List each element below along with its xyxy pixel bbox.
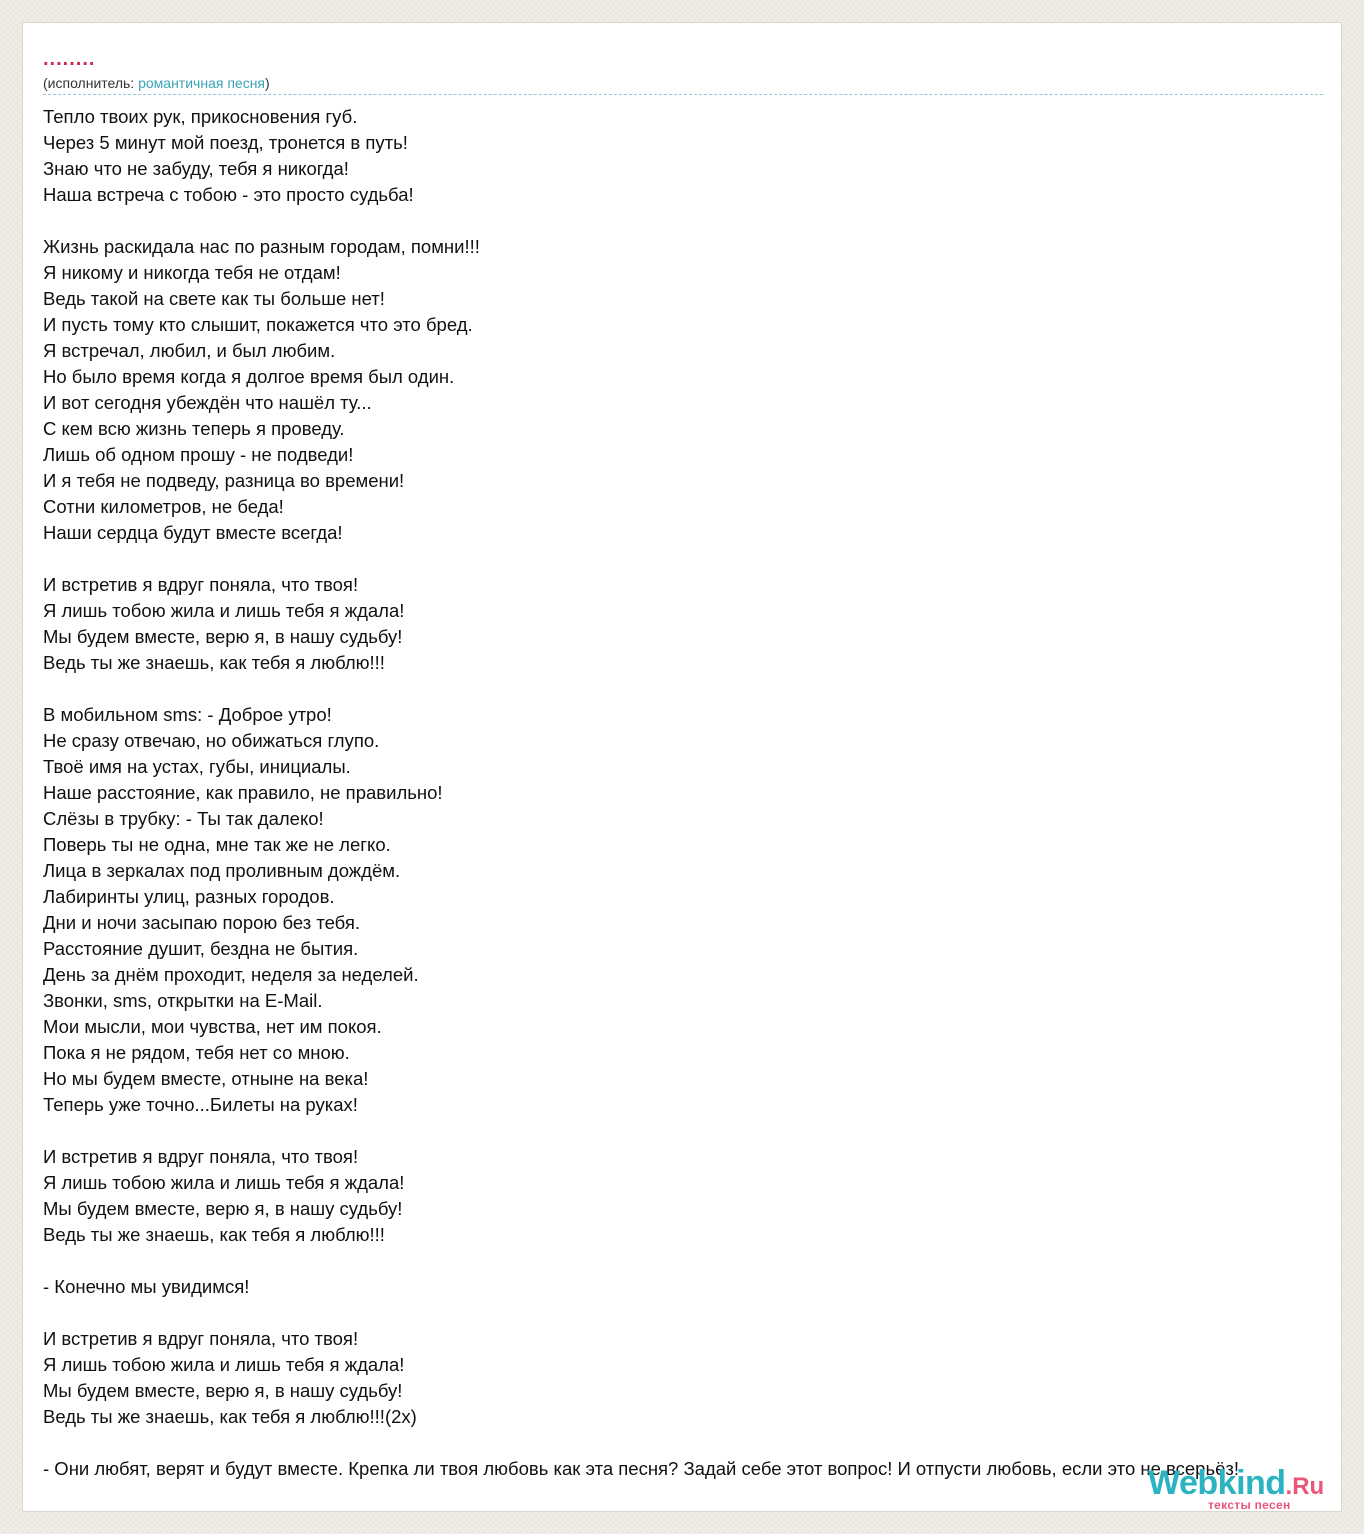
lyric-line: Наше расстояние, как правило, не правильно! bbox=[43, 782, 443, 803]
lyric-line: - Конечно мы увидимся! bbox=[43, 1276, 250, 1297]
lyric-line bbox=[43, 1248, 1239, 1274]
artist-prefix: (исполнитель: bbox=[43, 75, 139, 91]
lyric-line: И встретив я вдруг поняла, что твоя! bbox=[43, 1328, 359, 1349]
lyric-line: Теперь уже точно...Билеты на руках! bbox=[43, 1094, 358, 1115]
lyric-line: Лишь об одном прошу - не подведи! bbox=[43, 444, 354, 465]
lyrics-card bbox=[22, 22, 1342, 1512]
lyric-line: Мы будем вместе, верю я, в нашу судьбу! bbox=[43, 1380, 403, 1401]
lyric-line: Ведь такой на свете как ты больше нет! bbox=[43, 288, 385, 309]
lyric-line: И пусть тому кто слышит, покажется что это бред. bbox=[43, 314, 473, 335]
lyric-line: Звонки, sms, открытки на E-Mail. bbox=[43, 990, 323, 1011]
lyric-line: Я встречал, любил, и был любим. bbox=[43, 340, 336, 361]
lyric-line: Слёзы в трубку: - Ты так далеко! bbox=[43, 808, 324, 829]
lyric-line: - Они любят, верят и будут вместе. Крепка ли твоя любовь как эта песня? Задай себе этот вопрос! И отпусти любовь, если это не всерьёз! bbox=[43, 1458, 1240, 1479]
song-title: ........ bbox=[43, 48, 96, 70]
lyric-line: Жизнь раскидала нас по разным городам, помни!!! bbox=[43, 236, 480, 257]
lyric-line: Мои мысли, мои чувства, нет им покоя. bbox=[43, 1016, 382, 1037]
lyric-line: Мы будем вместе, верю я, в нашу судьбу! bbox=[43, 1198, 403, 1219]
lyric-line bbox=[43, 546, 1239, 572]
lyric-line: Ведь ты же знаешь, как тебя я люблю!!! bbox=[43, 652, 385, 673]
lyric-line: И вот сегодня убеждён что нашёл ту... bbox=[43, 392, 372, 413]
lyric-line bbox=[43, 1300, 1239, 1326]
lyric-line: Мы будем вместе, верю я, в нашу судьбу! bbox=[43, 626, 403, 647]
lyric-line: День за днём проходит, неделя за неделей. bbox=[43, 964, 419, 985]
lyric-line: И встретив я вдруг поняла, что твоя! bbox=[43, 574, 359, 595]
title-divider bbox=[43, 94, 1323, 95]
lyric-line: Я лишь тобою жила и лишь тебя я ждала! bbox=[43, 1354, 405, 1375]
lyrics-text bbox=[43, 104, 1239, 1482]
lyric-line: С кем всю жизнь теперь я проведу. bbox=[43, 418, 345, 439]
lyric-line: Наша встреча с тобою - это просто судьба! bbox=[43, 184, 414, 205]
lyric-line: Лабиринты улиц, разных городов. bbox=[43, 886, 335, 907]
lyric-line bbox=[43, 1430, 1239, 1456]
logo-tld: .Ru bbox=[1285, 1473, 1325, 1500]
lyric-line: В мобильном sms: - Доброе утро! bbox=[43, 704, 332, 725]
lyric-line: Я никому и никогда тебя не отдам! bbox=[43, 262, 341, 283]
lyric-line: Ведь ты же знаешь, как тебя я люблю!!!(2x) bbox=[43, 1406, 417, 1427]
lyric-line: Через 5 минут мой поезд, тронется в путь! bbox=[43, 132, 408, 153]
lyric-line: И встретив я вдруг поняла, что твоя! bbox=[43, 1146, 359, 1167]
webkind-logo bbox=[1148, 1466, 1324, 1500]
lyric-line: Твоё имя на устах, губы, инициалы. bbox=[43, 756, 351, 777]
lyric-line: И я тебя не подведу, разница во времени! bbox=[43, 470, 405, 491]
lyric-line: Я лишь тобою жила и лишь тебя я ждала! bbox=[43, 1172, 405, 1193]
lyric-line: Знаю что не забуду, тебя я никогда! bbox=[43, 158, 349, 179]
lyric-line bbox=[43, 208, 1239, 234]
lyric-line: Я лишь тобою жила и лишь тебя я ждала! bbox=[43, 600, 405, 621]
artist-line bbox=[43, 74, 270, 92]
lyric-line: Дни и ночи засыпаю порою без тебя. bbox=[43, 912, 361, 933]
logo-tagline: тексты песен bbox=[1208, 1498, 1291, 1512]
lyric-line: Но мы будем вместе, отныне на века! bbox=[43, 1068, 369, 1089]
artist-link[interactable]: романтичная песня bbox=[138, 75, 266, 91]
lyric-line: Расстояние душит, бездна не бытия. bbox=[43, 938, 359, 959]
lyric-line bbox=[43, 1118, 1239, 1144]
lyric-line: Лица в зеркалах под проливным дождём. bbox=[43, 860, 401, 881]
lyric-line: Но было время когда я долгое время был один. bbox=[43, 366, 455, 387]
artist-suffix: ) bbox=[265, 75, 270, 91]
lyric-line: Тепло твоих рук, прикосновения губ. bbox=[43, 106, 358, 127]
lyric-line: Наши сердца будут вместе всегда! bbox=[43, 522, 343, 543]
logo-brand: Webkind bbox=[1148, 1464, 1286, 1502]
lyric-line: Поверь ты не одна, мне так же не легко. bbox=[43, 834, 391, 855]
lyric-line: Не сразу отвечаю, но обижаться глупо. bbox=[43, 730, 380, 751]
lyric-line: Пока я не рядом, тебя нет со мною. bbox=[43, 1042, 350, 1063]
lyric-line: Ведь ты же знаешь, как тебя я люблю!!! bbox=[43, 1224, 385, 1245]
lyric-line bbox=[43, 676, 1239, 702]
lyric-line: Сотни километров, не беда! bbox=[43, 496, 284, 517]
